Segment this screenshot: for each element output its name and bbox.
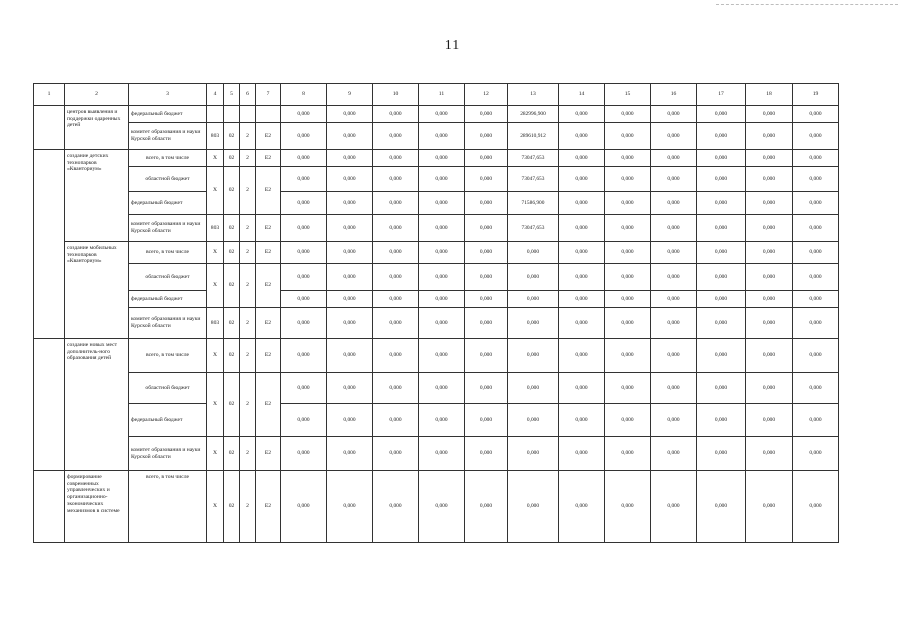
code-cell: E2 xyxy=(256,471,281,543)
value-cell: 0,000 xyxy=(559,192,605,215)
code-cell: 02 xyxy=(224,123,240,150)
value-cell: 0,000 xyxy=(697,373,746,404)
value-cell: 0,000 xyxy=(651,291,697,308)
value-cell: 0,000 xyxy=(281,404,327,437)
value-cell: 0,000 xyxy=(281,471,327,543)
value-cell: 0,000 xyxy=(508,373,559,404)
value-cell: 0,000 xyxy=(559,264,605,291)
header-cell: 6 xyxy=(240,84,256,106)
value-cell: 0,000 xyxy=(651,106,697,123)
value-cell: 0,000 xyxy=(605,308,651,339)
code-cell: 2 xyxy=(240,242,256,264)
header-cell: 17 xyxy=(697,84,746,106)
table-row xyxy=(34,437,839,471)
value-cell: 0,000 xyxy=(651,215,697,242)
value-cell: 0,000 xyxy=(793,106,839,123)
value-cell: 0,000 xyxy=(281,264,327,291)
code-cell: 02 xyxy=(224,471,240,543)
value-cell: 0,000 xyxy=(746,192,793,215)
value-cell: 0,000 xyxy=(508,242,559,264)
value-cell: 0,000 xyxy=(508,291,559,308)
value-cell: 0,000 xyxy=(327,291,373,308)
code-cell xyxy=(256,106,281,123)
group-col1-cell xyxy=(34,471,65,543)
value-cell: 0,000 xyxy=(746,242,793,264)
value-cell: 0,000 xyxy=(697,471,746,543)
value-cell: 289610,912 xyxy=(508,123,559,150)
value-cell: 0,000 xyxy=(793,215,839,242)
code-cell: 2 xyxy=(240,308,256,339)
value-cell: 0,000 xyxy=(419,150,465,167)
value-cell: 0,000 xyxy=(281,192,327,215)
value-cell: 0,000 xyxy=(651,242,697,264)
value-cell: 282996,900 xyxy=(508,106,559,123)
value-cell: 0,000 xyxy=(746,339,793,373)
value-cell: 0,000 xyxy=(508,437,559,471)
table-row xyxy=(34,106,839,123)
value-cell: 0,000 xyxy=(559,437,605,471)
value-cell: 0,000 xyxy=(281,437,327,471)
value-cell: 0,000 xyxy=(327,167,373,192)
header-cell: 9 xyxy=(327,84,373,106)
code-cell: 2 xyxy=(240,471,256,543)
code-cell: E2 xyxy=(256,339,281,373)
code-cell: X xyxy=(207,167,224,215)
value-cell: 0,000 xyxy=(605,215,651,242)
value-cell: 0,000 xyxy=(419,471,465,543)
code-cell: 02 xyxy=(224,242,240,264)
value-cell: 0,000 xyxy=(508,264,559,291)
value-cell: 0,000 xyxy=(559,123,605,150)
value-cell: 0,000 xyxy=(559,215,605,242)
value-cell: 0,000 xyxy=(419,404,465,437)
funding-source: областной бюджет xyxy=(129,264,207,291)
value-cell: 0,000 xyxy=(793,242,839,264)
value-cell: 0,000 xyxy=(746,437,793,471)
code-cell: X xyxy=(207,471,224,543)
value-cell: 0,000 xyxy=(746,215,793,242)
value-cell: 0,000 xyxy=(559,167,605,192)
code-cell xyxy=(240,106,256,123)
value-cell: 0,000 xyxy=(793,471,839,543)
value-cell: 0,000 xyxy=(419,373,465,404)
code-cell: 2 xyxy=(240,123,256,150)
header-cell: 18 xyxy=(746,84,793,106)
value-cell: 0,000 xyxy=(793,291,839,308)
value-cell: 0,000 xyxy=(697,215,746,242)
value-cell: 0,000 xyxy=(605,123,651,150)
measure-label: создание детских технопарков «Кванториум» xyxy=(65,150,129,242)
value-cell: 0,000 xyxy=(746,373,793,404)
value-cell: 0,000 xyxy=(465,373,508,404)
value-cell: 0,000 xyxy=(605,264,651,291)
value-cell: 0,000 xyxy=(281,150,327,167)
funding-source: федеральный бюджет xyxy=(129,106,207,123)
value-cell: 0,000 xyxy=(697,150,746,167)
value-cell: 0,000 xyxy=(508,339,559,373)
value-cell: 0,000 xyxy=(651,373,697,404)
value-cell: 0,000 xyxy=(465,308,508,339)
group-col1-cell xyxy=(34,106,65,150)
value-cell: 0,000 xyxy=(465,106,508,123)
value-cell: 0,000 xyxy=(651,339,697,373)
funding-source: комитет образования и науки Курской области xyxy=(129,308,207,339)
value-cell: 0,000 xyxy=(327,150,373,167)
value-cell: 0,000 xyxy=(465,339,508,373)
header-cell: 8 xyxy=(281,84,327,106)
funding-source: комитет образования и науки Курской области xyxy=(129,215,207,242)
value-cell: 0,000 xyxy=(327,264,373,291)
value-cell: 0,000 xyxy=(281,215,327,242)
funding-source: федеральный бюджет xyxy=(129,192,207,215)
value-cell: 0,000 xyxy=(559,339,605,373)
value-cell: 0,000 xyxy=(327,106,373,123)
code-cell: X xyxy=(207,150,224,167)
code-cell: E2 xyxy=(256,242,281,264)
value-cell: 0,000 xyxy=(419,291,465,308)
header-row xyxy=(34,84,839,106)
value-cell: 0,000 xyxy=(793,150,839,167)
value-cell: 0,000 xyxy=(419,106,465,123)
value-cell: 0,000 xyxy=(697,192,746,215)
value-cell: 73047,653 xyxy=(508,215,559,242)
value-cell: 0,000 xyxy=(746,167,793,192)
value-cell: 0,000 xyxy=(559,373,605,404)
value-cell: 0,000 xyxy=(419,437,465,471)
table-row xyxy=(34,123,839,150)
value-cell: 0,000 xyxy=(465,215,508,242)
header-cell: 14 xyxy=(559,84,605,106)
funding-source: всего, в том числе xyxy=(129,150,207,167)
value-cell: 0,000 xyxy=(746,471,793,543)
table-row xyxy=(34,291,839,308)
value-cell: 0,000 xyxy=(793,373,839,404)
value-cell: 0,000 xyxy=(373,471,419,543)
value-cell: 0,000 xyxy=(373,106,419,123)
value-cell: 0,000 xyxy=(465,471,508,543)
header-cell: 3 xyxy=(129,84,207,106)
code-cell: E2 xyxy=(256,437,281,471)
funding-source: всего, в том числе xyxy=(129,339,207,373)
value-cell: 0,000 xyxy=(465,437,508,471)
value-cell: 0,000 xyxy=(327,373,373,404)
value-cell: 0,000 xyxy=(508,471,559,543)
header-cell: 13 xyxy=(508,84,559,106)
funding-source: комитет образования и науки Курской области xyxy=(129,123,207,150)
value-cell: 71586,900 xyxy=(508,192,559,215)
value-cell: 0,000 xyxy=(746,264,793,291)
funding-source: всего, в том числе xyxy=(129,471,207,543)
header-cell: 1 xyxy=(34,84,65,106)
code-cell: E2 xyxy=(256,373,281,437)
code-cell: E2 xyxy=(256,167,281,215)
table-row xyxy=(34,373,839,404)
funding-source: федеральный бюджет xyxy=(129,404,207,437)
value-cell: 0,000 xyxy=(651,437,697,471)
value-cell: 0,000 xyxy=(281,123,327,150)
value-cell: 0,000 xyxy=(605,150,651,167)
code-cell: 2 xyxy=(240,437,256,471)
code-cell: 02 xyxy=(224,150,240,167)
value-cell: 0,000 xyxy=(651,471,697,543)
value-cell: 0,000 xyxy=(465,150,508,167)
code-cell: 2 xyxy=(240,339,256,373)
value-cell: 0,000 xyxy=(327,308,373,339)
table-row xyxy=(34,242,839,264)
value-cell: 0,000 xyxy=(281,339,327,373)
measure-label: центров выявления и поддержки одаренных детей xyxy=(65,106,129,150)
page-edge-line xyxy=(716,4,898,5)
group-col1-cell xyxy=(34,339,65,471)
code-cell xyxy=(224,106,240,123)
value-cell: 0,000 xyxy=(373,192,419,215)
code-cell: 803 xyxy=(207,308,224,339)
value-cell: 0,000 xyxy=(465,264,508,291)
value-cell: 0,000 xyxy=(605,404,651,437)
value-cell: 0,000 xyxy=(419,308,465,339)
group-col1-cell xyxy=(34,150,65,339)
measure-label: создание новых мест дополнитель-ного образования детей xyxy=(65,339,129,471)
code-cell: 02 xyxy=(224,437,240,471)
funding-source: комитет образования и науки Курской области xyxy=(129,437,207,471)
value-cell: 0,000 xyxy=(651,404,697,437)
value-cell: 0,000 xyxy=(697,123,746,150)
value-cell: 0,000 xyxy=(605,373,651,404)
value-cell: 0,000 xyxy=(697,308,746,339)
code-cell: 803 xyxy=(207,123,224,150)
value-cell: 0,000 xyxy=(281,308,327,339)
value-cell: 0,000 xyxy=(697,242,746,264)
code-cell: E2 xyxy=(256,264,281,308)
value-cell: 0,000 xyxy=(793,123,839,150)
table-row xyxy=(34,308,839,339)
value-cell: 0,000 xyxy=(559,471,605,543)
value-cell: 0,000 xyxy=(793,404,839,437)
code-cell: 2 xyxy=(240,215,256,242)
table-row xyxy=(34,150,839,167)
table-row xyxy=(34,339,839,373)
header-cell: 19 xyxy=(793,84,839,106)
table-row xyxy=(34,404,839,437)
value-cell: 0,000 xyxy=(465,123,508,150)
value-cell: 0,000 xyxy=(559,106,605,123)
budget-table xyxy=(33,83,839,543)
value-cell: 0,000 xyxy=(373,437,419,471)
value-cell: 0,000 xyxy=(697,106,746,123)
value-cell: 0,000 xyxy=(793,264,839,291)
code-cell: 02 xyxy=(224,373,240,437)
header-cell: 7 xyxy=(256,84,281,106)
value-cell: 0,000 xyxy=(605,291,651,308)
value-cell: 0,000 xyxy=(746,150,793,167)
value-cell: 0,000 xyxy=(697,339,746,373)
value-cell: 0,000 xyxy=(651,167,697,192)
value-cell: 0,000 xyxy=(559,308,605,339)
table-row xyxy=(34,471,839,543)
value-cell: 0,000 xyxy=(281,291,327,308)
value-cell: 0,000 xyxy=(373,404,419,437)
value-cell: 0,000 xyxy=(793,167,839,192)
value-cell: 0,000 xyxy=(746,123,793,150)
value-cell: 0,000 xyxy=(559,242,605,264)
table-row xyxy=(34,192,839,215)
value-cell: 0,000 xyxy=(327,215,373,242)
value-cell: 0,000 xyxy=(697,167,746,192)
value-cell: 0,000 xyxy=(327,123,373,150)
value-cell: 0,000 xyxy=(605,167,651,192)
value-cell: 0,000 xyxy=(508,404,559,437)
code-cell: E2 xyxy=(256,150,281,167)
value-cell: 0,000 xyxy=(373,308,419,339)
value-cell: 0,000 xyxy=(697,404,746,437)
value-cell: 0,000 xyxy=(651,308,697,339)
value-cell: 0,000 xyxy=(373,373,419,404)
funding-source: всего, в том числе xyxy=(129,242,207,264)
funding-source: областной бюджет xyxy=(129,167,207,192)
value-cell: 0,000 xyxy=(281,106,327,123)
value-cell: 73047,653 xyxy=(508,150,559,167)
value-cell: 0,000 xyxy=(281,242,327,264)
value-cell: 0,000 xyxy=(605,192,651,215)
value-cell: 0,000 xyxy=(327,404,373,437)
value-cell: 0,000 xyxy=(697,437,746,471)
value-cell: 0,000 xyxy=(605,106,651,123)
value-cell: 0,000 xyxy=(419,123,465,150)
code-cell: 2 xyxy=(240,167,256,215)
value-cell: 0,000 xyxy=(327,242,373,264)
value-cell: 0,000 xyxy=(465,291,508,308)
header-cell: 5 xyxy=(224,84,240,106)
value-cell: 0,000 xyxy=(559,150,605,167)
value-cell: 0,000 xyxy=(327,192,373,215)
header-cell: 2 xyxy=(65,84,129,106)
value-cell: 0,000 xyxy=(651,192,697,215)
value-cell: 0,000 xyxy=(651,150,697,167)
code-cell: E2 xyxy=(256,308,281,339)
value-cell: 0,000 xyxy=(373,150,419,167)
code-cell: E2 xyxy=(256,215,281,242)
value-cell: 0,000 xyxy=(793,308,839,339)
value-cell: 0,000 xyxy=(327,437,373,471)
value-cell: 0,000 xyxy=(373,215,419,242)
value-cell: 0,000 xyxy=(465,404,508,437)
value-cell: 0,000 xyxy=(697,264,746,291)
code-cell: 2 xyxy=(240,373,256,437)
value-cell: 0,000 xyxy=(327,339,373,373)
code-cell: 02 xyxy=(224,215,240,242)
code-cell: X xyxy=(207,339,224,373)
code-cell: X xyxy=(207,264,224,308)
table-row xyxy=(34,264,839,291)
code-cell: 02 xyxy=(224,308,240,339)
value-cell: 0,000 xyxy=(373,291,419,308)
value-cell: 0,000 xyxy=(373,123,419,150)
value-cell: 0,000 xyxy=(651,264,697,291)
value-cell: 0,000 xyxy=(327,471,373,543)
code-cell: X xyxy=(207,437,224,471)
measure-label: формирование современных управленческих и организационно-экономических механизмов в системе xyxy=(65,471,129,543)
value-cell: 0,000 xyxy=(281,373,327,404)
header-cell: 4 xyxy=(207,84,224,106)
value-cell: 0,000 xyxy=(605,437,651,471)
value-cell: 0,000 xyxy=(465,242,508,264)
value-cell: 0,000 xyxy=(373,339,419,373)
header-cell: 10 xyxy=(373,84,419,106)
value-cell: 0,000 xyxy=(465,167,508,192)
value-cell: 0,000 xyxy=(697,291,746,308)
code-cell xyxy=(207,106,224,123)
value-cell: 0,000 xyxy=(508,308,559,339)
value-cell: 0,000 xyxy=(605,339,651,373)
code-cell: 2 xyxy=(240,264,256,308)
page-number: 11 xyxy=(444,38,461,53)
value-cell: 0,000 xyxy=(419,215,465,242)
value-cell: 0,000 xyxy=(793,437,839,471)
code-cell: 2 xyxy=(240,150,256,167)
value-cell: 0,000 xyxy=(746,308,793,339)
table-row xyxy=(34,215,839,242)
value-cell: 0,000 xyxy=(419,264,465,291)
code-cell: 02 xyxy=(224,167,240,215)
value-cell: 0,000 xyxy=(419,167,465,192)
value-cell: 0,000 xyxy=(419,242,465,264)
header-cell: 16 xyxy=(651,84,697,106)
value-cell: 0,000 xyxy=(465,192,508,215)
value-cell: 0,000 xyxy=(651,123,697,150)
value-cell: 0,000 xyxy=(559,404,605,437)
value-cell: 0,000 xyxy=(793,192,839,215)
funding-source: федеральный бюджет xyxy=(129,291,207,308)
measure-label: создание мобильных технопарков «Кванториум» xyxy=(65,242,129,339)
header-cell: 12 xyxy=(465,84,508,106)
value-cell: 0,000 xyxy=(746,106,793,123)
value-cell: 0,000 xyxy=(605,242,651,264)
funding-source: областной бюджет xyxy=(129,373,207,404)
code-cell: 02 xyxy=(224,339,240,373)
code-cell: X xyxy=(207,373,224,437)
code-cell: X xyxy=(207,242,224,264)
value-cell: 0,000 xyxy=(746,404,793,437)
value-cell: 0,000 xyxy=(419,192,465,215)
code-cell: E2 xyxy=(256,123,281,150)
value-cell: 0,000 xyxy=(559,291,605,308)
value-cell: 0,000 xyxy=(746,291,793,308)
value-cell: 0,000 xyxy=(373,242,419,264)
header-cell: 11 xyxy=(419,84,465,106)
value-cell: 0,000 xyxy=(793,339,839,373)
value-cell: 73047,653 xyxy=(508,167,559,192)
code-cell: 803 xyxy=(207,215,224,242)
value-cell: 0,000 xyxy=(373,264,419,291)
value-cell: 0,000 xyxy=(281,167,327,192)
header-cell: 15 xyxy=(605,84,651,106)
value-cell: 0,000 xyxy=(373,167,419,192)
table-row xyxy=(34,167,839,192)
code-cell: 02 xyxy=(224,264,240,308)
value-cell: 0,000 xyxy=(605,471,651,543)
value-cell: 0,000 xyxy=(419,339,465,373)
